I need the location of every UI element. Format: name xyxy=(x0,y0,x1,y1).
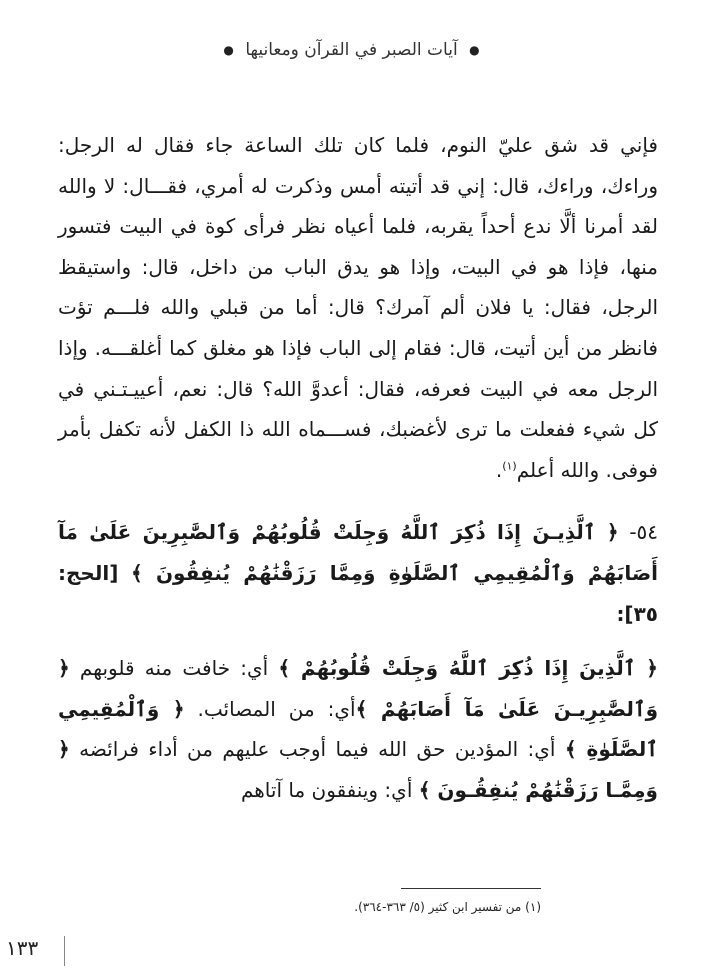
explanation-3: أي: المؤدين حق الله فيما أوجب عليهم من أداء فرائضه xyxy=(69,737,565,762)
explanation-paragraph xyxy=(58,648,658,810)
narrative-end: . xyxy=(495,457,503,482)
page-body xyxy=(58,125,658,811)
footnote-marker: (١) xyxy=(502,459,517,473)
quran-quote-2: ﴿ وَٱلصَّٰبِرِيـنَ عَلَىٰ مَآ أَصَابَهُمْ ﴾ xyxy=(58,656,659,721)
verse-number: ٥٤- xyxy=(629,520,659,545)
explanation-1: أي: خافت منه قلوبهم xyxy=(69,656,279,681)
narrative-paragraph xyxy=(58,125,658,490)
footnote-divider xyxy=(401,888,541,889)
header-bullet-right: ● xyxy=(469,43,480,57)
quran-quote-1: ﴿ ٱلَّذِينَ إِذَا ذُكِرَ ٱللَّهُ وَجِلَتْ قُلُوبُهُمْ ﴾ xyxy=(278,656,658,681)
verse-heading xyxy=(58,512,658,634)
verse-text: ﴿ ٱلَّذِيـنَ إِذَا ذُكِرَ ٱللَّهُ وَجِلَتْ قُلُوبُهُمْ وَٱلصَّٰبِرِينَ عَلَىٰ مَآ أَصَابَهُمْ وَٱلْمُقِيمِي ٱلصَّلَوٰةِ وَمِمَّا رَزَقْنَٰهُمْ يُنفِقُونَ ﴾ xyxy=(58,520,659,585)
verse-reference: [الحج: ٣٥]: xyxy=(58,560,658,626)
footnote: (١) من تفسير ابن كثير (٥/ ٣٦٣-٣٦٤). xyxy=(354,900,541,914)
page-number-divider xyxy=(64,936,65,966)
header-title: آيات الصبر في القرآن ومعانيها xyxy=(245,40,458,60)
quran-quote-3: ﴿ وَٱلْمُقِيمِي ٱلصَّلَوٰةِ ﴾ xyxy=(58,696,658,762)
explanation-4: أي: وينفقون ما آتاهم xyxy=(240,777,419,802)
header-bullet-left: ● xyxy=(223,43,234,57)
page-number: ١٣٣ xyxy=(6,936,39,960)
narrative-text: فإني قد شق عليّ النوم، فلما كان تلك الساعة جاء فقال له الرجل: وراءك، وراءك، قال: إني قد أتيته أمس وذكرت له أمري، فقـــال: لا والله لقد أمرنا ألَّا ندع أحداً يقربه، فلما أعياه نظر فرأى كوة في البيت فتسور منها، فإذا هو في البيت، وإذا هو يدق الباب من داخل، قال: واستيقظ الرجل، فقال: يا فلان ألم آمرك؟ قال: أما من قبلي والله فلـــم تؤت فانظر من أين أتيت، قال: فقام إلى الباب فإذا هو مغلق كما أغلقـــه. وإذا الرجل معه في البيت فعرفه، فقال: أعدوَّ الله؟ قال: نعم، أعييـتـني في كل شيء ففعلت ما ترى لأغضبك، فســـماه الله ذا الكفل لأنه تكفل بأمر فوفى. والله أعلم xyxy=(58,133,658,482)
explanation-2: أي: من المصائب. xyxy=(184,696,356,721)
quran-quote-4: ﴿ وَمِمَّـا رَزَقْنَٰهُمْ يُنفِقُـونَ ﴾ xyxy=(58,737,658,802)
running-header xyxy=(0,40,703,60)
